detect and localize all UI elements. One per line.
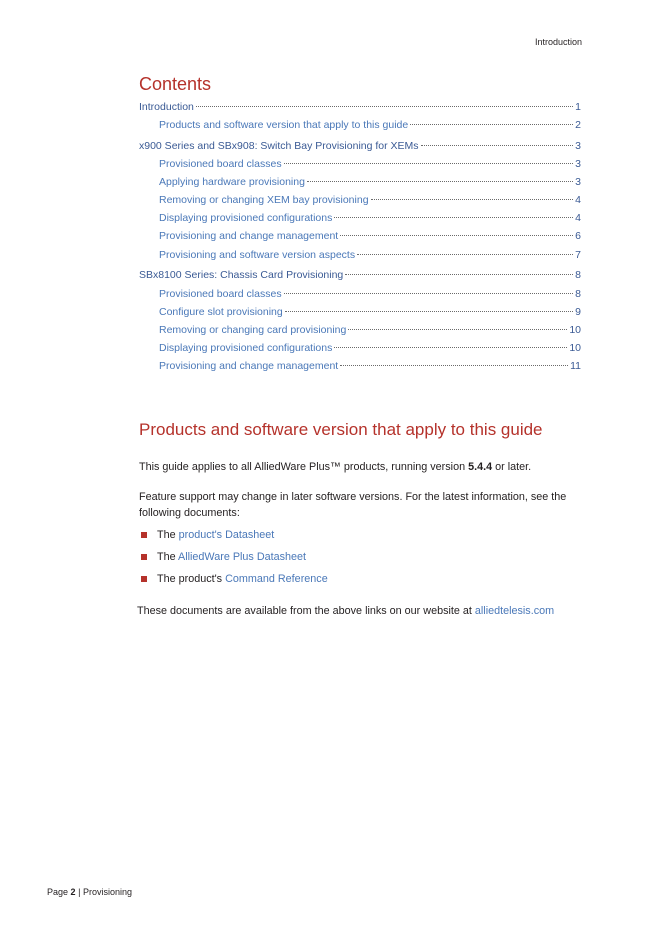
toc-leader xyxy=(345,274,573,275)
toc-entry-label: Provisioning and change management xyxy=(159,359,339,372)
website-link[interactable]: alliedtelesis.com xyxy=(474,605,555,617)
toc-leader xyxy=(334,217,573,218)
footer-doc-title: Provisioning xyxy=(82,887,132,897)
toc-leader xyxy=(410,124,573,125)
toc-leader xyxy=(284,163,574,164)
toc-page-number: 7 xyxy=(575,248,581,261)
toc-entry-products-software[interactable] xyxy=(139,119,581,137)
software-version: 5.4.4 xyxy=(468,461,493,473)
toc-entry-label: Products and software version that apply to this guide xyxy=(159,119,409,132)
toc-leader xyxy=(307,181,573,182)
toc-page-number: 8 xyxy=(575,287,581,300)
running-header: Introduction xyxy=(534,37,582,47)
footer-page-word: Page xyxy=(47,887,69,897)
toc-entry-provisioning-change-management[interactable] xyxy=(139,230,581,248)
toc-leader xyxy=(340,365,568,366)
toc-leader xyxy=(340,235,573,236)
website-text: These documents are available from the above links on our website at xyxy=(137,605,475,617)
square-bullet-icon xyxy=(141,554,147,560)
toc-leader xyxy=(371,199,574,200)
table-of-contents xyxy=(139,101,581,378)
contents-heading: Contents xyxy=(139,74,212,94)
toc-entry-label: Provisioning and change management xyxy=(159,230,339,243)
list-item-prefix: The xyxy=(157,551,179,563)
toc-entry-provisioning-change-management-2[interactable] xyxy=(139,360,581,378)
toc-entry-label: x900 Series and SBx908: Switch Bay Provisioning for XEMs xyxy=(139,139,419,152)
toc-entry-provisioned-board-classes[interactable] xyxy=(139,158,581,176)
toc-leader xyxy=(196,106,573,107)
toc-page-number: 1 xyxy=(575,101,581,113)
toc-leader xyxy=(421,145,574,146)
toc-entry-provisioning-software-aspects[interactable] xyxy=(139,249,581,267)
toc-page-number: 3 xyxy=(575,176,581,189)
toc-entry-label: Applying hardware provisioning xyxy=(159,176,305,189)
toc-leader xyxy=(284,293,574,294)
toc-entry-configure-slot-provisioning[interactable] xyxy=(139,306,581,324)
toc-entry-label: Configure slot provisioning xyxy=(159,305,283,318)
toc-entry-label: Removing or changing card provisioning xyxy=(159,323,347,336)
applies-to-suffix: or later. xyxy=(492,461,532,473)
list-item-prefix: The product's xyxy=(157,573,226,585)
toc-leader xyxy=(348,329,567,330)
footer-separator: | xyxy=(78,887,81,897)
toc-page-number: 8 xyxy=(575,269,581,282)
list-item xyxy=(139,527,328,549)
toc-page-number: 10 xyxy=(569,323,581,336)
list-item-prefix: The xyxy=(157,529,179,541)
toc-page-number: 11 xyxy=(570,359,581,372)
toc-page-number: 2 xyxy=(575,119,581,132)
alliedware-plus-datasheet-link[interactable]: AlliedWare Plus Datasheet xyxy=(178,551,307,563)
toc-entry-label: Provisioned board classes xyxy=(159,287,282,300)
toc-leader xyxy=(357,254,573,255)
toc-page-number: 4 xyxy=(575,194,581,207)
list-item xyxy=(139,549,328,571)
toc-entry-x900-switch-bay[interactable] xyxy=(139,140,581,158)
toc-page-number: 3 xyxy=(575,158,581,171)
toc-leader xyxy=(334,347,567,348)
section-heading: Products and software version that apply to this guide xyxy=(139,420,543,439)
toc-entry-displaying-provisioned-configs[interactable] xyxy=(139,212,581,230)
toc-page-number: 4 xyxy=(575,212,581,225)
toc-entry-removing-xem-provisioning[interactable] xyxy=(139,194,581,212)
toc-entry-label: Provisioning and software version aspects xyxy=(159,248,356,261)
toc-entry-label: Removing or changing XEM bay provisioning xyxy=(159,194,369,207)
toc-entry-label: Displaying provisioned configurations xyxy=(159,341,333,354)
page-footer xyxy=(47,887,132,897)
toc-page-number: 6 xyxy=(575,230,581,243)
footer-page-number: 2 xyxy=(70,887,76,897)
toc-entry-label: Provisioned board classes xyxy=(159,158,282,171)
toc-page-number: 9 xyxy=(575,305,581,318)
product-datasheet-link[interactable]: product's Datasheet xyxy=(178,529,275,541)
toc-entry-sbx8100-chassis-card[interactable] xyxy=(139,269,581,287)
list-item xyxy=(139,571,328,593)
toc-entry-introduction[interactable] xyxy=(139,101,581,119)
website-paragraph xyxy=(137,603,597,619)
square-bullet-icon xyxy=(141,576,147,582)
toc-page-number: 10 xyxy=(569,341,581,354)
toc-entry-displaying-provisioned-configs-2[interactable] xyxy=(139,342,581,360)
toc-entry-removing-card-provisioning[interactable] xyxy=(139,324,581,342)
command-reference-link[interactable]: Command Reference xyxy=(225,573,328,585)
toc-entry-label: Displaying provisioned configurations xyxy=(159,212,333,225)
applies-to-text: This guide applies to all AlliedWare Plus™ products, running version xyxy=(139,461,469,473)
document-list xyxy=(139,527,328,593)
toc-entry-applying-hardware-provisioning[interactable] xyxy=(139,176,581,194)
feature-support-paragraph: Feature support may change in later software versions. For the latest information, see the following documents: xyxy=(139,491,567,519)
toc-entry-label: Introduction xyxy=(139,101,194,113)
toc-entry-label: SBx8100 Series: Chassis Card Provisioning xyxy=(139,269,344,282)
square-bullet-icon xyxy=(141,532,147,538)
toc-entry-provisioned-board-classes-2[interactable] xyxy=(139,288,581,306)
applies-to-paragraph xyxy=(139,459,579,475)
toc-page-number: 3 xyxy=(575,139,581,152)
toc-leader xyxy=(285,311,573,312)
